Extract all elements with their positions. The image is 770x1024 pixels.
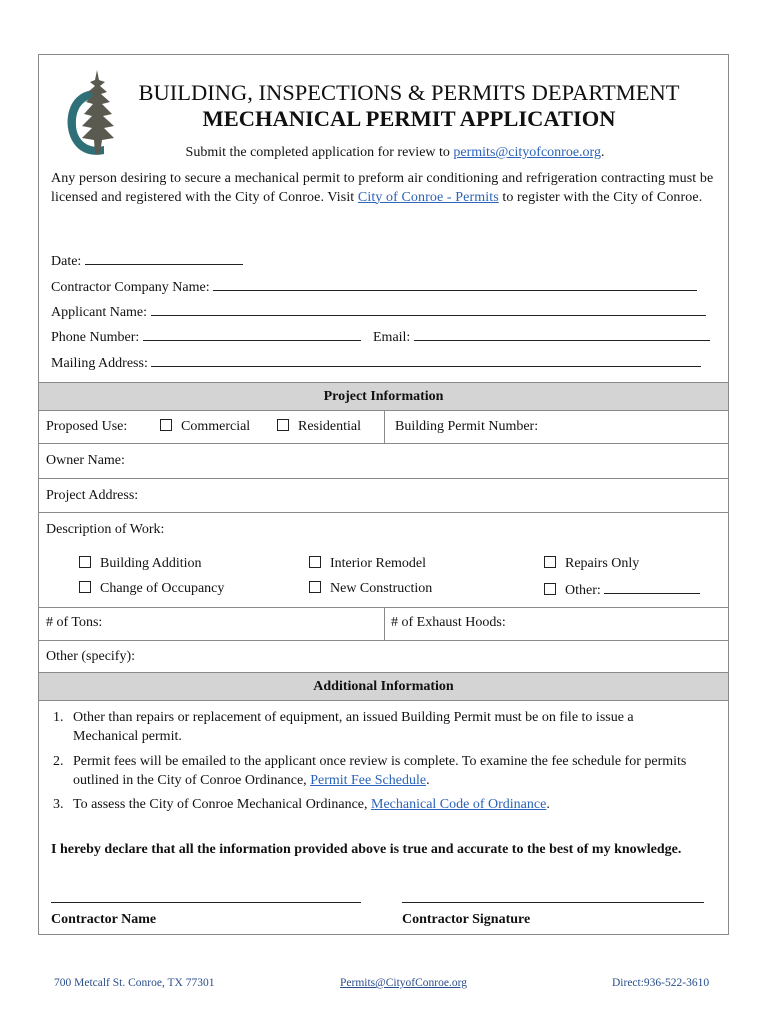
department-title: BUILDING, INSPECTIONS & PERMITS DEPARTMENT: [138, 80, 680, 105]
info-item-3: To assess the City of Conroe Mechanical Ordinance, Mechanical Code of Ordinance.: [73, 797, 550, 812]
declaration-text: I hereby declare that all the information provided above is true and accurate to the best of my knowledge.: [51, 842, 682, 857]
email-field[interactable]: Email:: [373, 328, 710, 346]
additional-info-heading: Additional Information: [39, 672, 728, 701]
other-work-option[interactable]: Other:: [544, 581, 700, 599]
info-item-1: Other than repairs or replacement of equipment, an issued Building Permit must be on file to issue a Mechanical permit.: [73, 710, 634, 744]
submit-email-link[interactable]: permits@cityofconroe.org: [453, 145, 601, 160]
tons-field[interactable]: # of Tons:: [46, 615, 103, 630]
contractor-name-label: Contractor Name: [51, 912, 157, 927]
mailing-field[interactable]: Mailing Address:: [51, 354, 701, 372]
form-border: [38, 54, 729, 935]
other-specify-field[interactable]: Other (specify):: [46, 649, 136, 664]
residential-checkbox[interactable]: [277, 419, 289, 431]
commercial-checkbox[interactable]: [160, 419, 172, 431]
footer-email-link[interactable]: Permits@CityofConroe.org: [340, 977, 467, 989]
phone-field[interactable]: Phone Number:: [51, 328, 361, 346]
new-construction-checkbox[interactable]: [309, 581, 321, 593]
info-item-2: Permit fees will be emailed to the applicant once review is complete. To examine the fee schedule for permits outlined in the City of Conroe Ordinance, Permit Fee Schedule.: [73, 754, 687, 788]
contractor-signature-line[interactable]: [402, 902, 704, 903]
new-construction-option[interactable]: New Construction: [309, 581, 432, 597]
info-item-1-number: 1.: [53, 710, 64, 725]
footer-phone: Direct:936-522-3610: [612, 977, 710, 989]
commercial-option[interactable]: Commercial: [160, 419, 250, 435]
building-addition-option[interactable]: Building Addition: [79, 556, 202, 572]
applicant-field[interactable]: Applicant Name:: [51, 303, 706, 321]
building-permit-number-field[interactable]: Building Permit Number:: [395, 419, 539, 434]
project-address-field[interactable]: Project Address:: [46, 488, 139, 503]
interior-remodel-option[interactable]: Interior Remodel: [309, 556, 426, 572]
form-title: MECHANICAL PERMIT APPLICATION: [202, 106, 616, 131]
submit-instructions: Submit the completed application for review to permits@cityofconroe.org.: [185, 145, 605, 160]
info-item-3-number: 3.: [53, 797, 64, 812]
footer-address: 700 Metcalf St. Conroe, TX 77301: [54, 977, 215, 989]
repairs-only-checkbox[interactable]: [544, 556, 556, 568]
contractor-name-line[interactable]: [51, 902, 361, 903]
date-field[interactable]: Date:: [51, 252, 243, 270]
info-item-2-number: 2.: [53, 754, 64, 769]
fee-schedule-link[interactable]: Permit Fee Schedule: [310, 772, 427, 788]
mechanical-code-link[interactable]: Mechanical Code of Ordinance: [371, 797, 547, 812]
interior-remodel-checkbox[interactable]: [309, 556, 321, 568]
change-occupancy-option[interactable]: Change of Occupancy: [79, 581, 224, 597]
other-work-checkbox[interactable]: [544, 583, 556, 595]
description-label: Description of Work:: [46, 522, 165, 537]
exhaust-hoods-field[interactable]: # of Exhaust Hoods:: [391, 615, 506, 630]
proposed-use-label: Proposed Use:: [46, 419, 128, 434]
change-occupancy-checkbox[interactable]: [79, 581, 91, 593]
repairs-only-option[interactable]: Repairs Only: [544, 556, 639, 572]
contractor-signature-label: Contractor Signature: [402, 912, 531, 927]
project-info-heading: Project Information: [39, 382, 728, 411]
permits-link[interactable]: City of Conroe - Permits: [357, 189, 499, 205]
intro-paragraph: Any person desiring to secure a mechanical permit to preform air conditioning and refrigeration contracting must be licensed and registered with the City of Conroe. Visit City of Conroe - Permits to register with the City of Conroe.: [51, 171, 714, 205]
owner-name-field[interactable]: Owner Name:: [46, 453, 125, 468]
company-field[interactable]: Contractor Company Name:: [51, 278, 697, 296]
building-addition-checkbox[interactable]: [79, 556, 91, 568]
residential-option[interactable]: Residential: [277, 419, 361, 435]
